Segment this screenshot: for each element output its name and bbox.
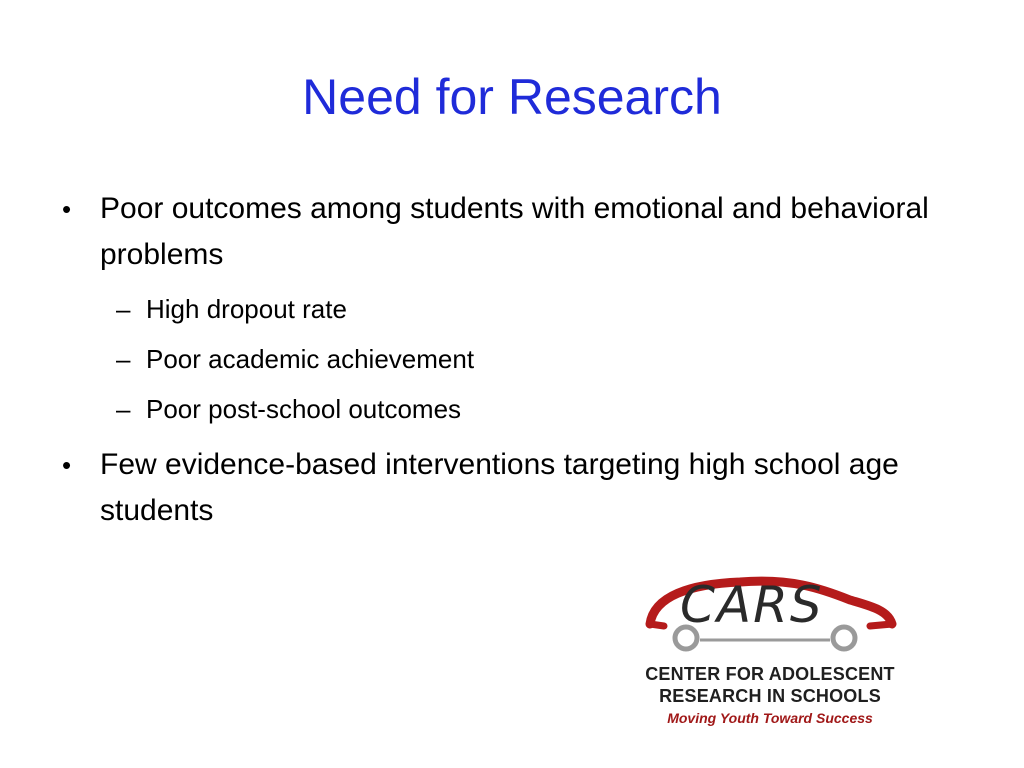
bullet-dot: • xyxy=(62,194,72,224)
bullet-dot: • xyxy=(62,450,72,480)
sub-item-3 xyxy=(58,384,958,434)
logo-line-2: RESEARCH IN SCHOOLS xyxy=(659,686,881,706)
bullet-item-2 xyxy=(58,442,958,534)
bullet-list xyxy=(58,186,958,540)
sub-dash: – xyxy=(116,344,131,374)
sub-text: Poor post-school outcomes xyxy=(146,394,462,424)
bullet-text: Few evidence-based interventions targeting high school age students xyxy=(100,448,899,527)
sub-dash: – xyxy=(116,294,131,324)
bullet-item-1 xyxy=(58,186,958,278)
slide-title: Need for Research xyxy=(302,69,722,125)
bullet-text: Poor outcomes among students with emotional and behavioral problems xyxy=(100,192,929,271)
sub-item-2 xyxy=(58,334,958,384)
cars-logo xyxy=(620,566,920,736)
logo-acronym: CARS xyxy=(680,576,824,634)
sub-item-1 xyxy=(58,284,958,334)
sub-dash: – xyxy=(116,394,131,424)
sub-text: Poor academic achievement xyxy=(146,344,475,374)
sub-list xyxy=(58,284,958,434)
logo-line-1: CENTER FOR ADOLESCENT xyxy=(645,664,895,684)
sub-text: High dropout rate xyxy=(146,294,347,324)
logo-tagline: Moving Youth Toward Success xyxy=(667,710,873,726)
